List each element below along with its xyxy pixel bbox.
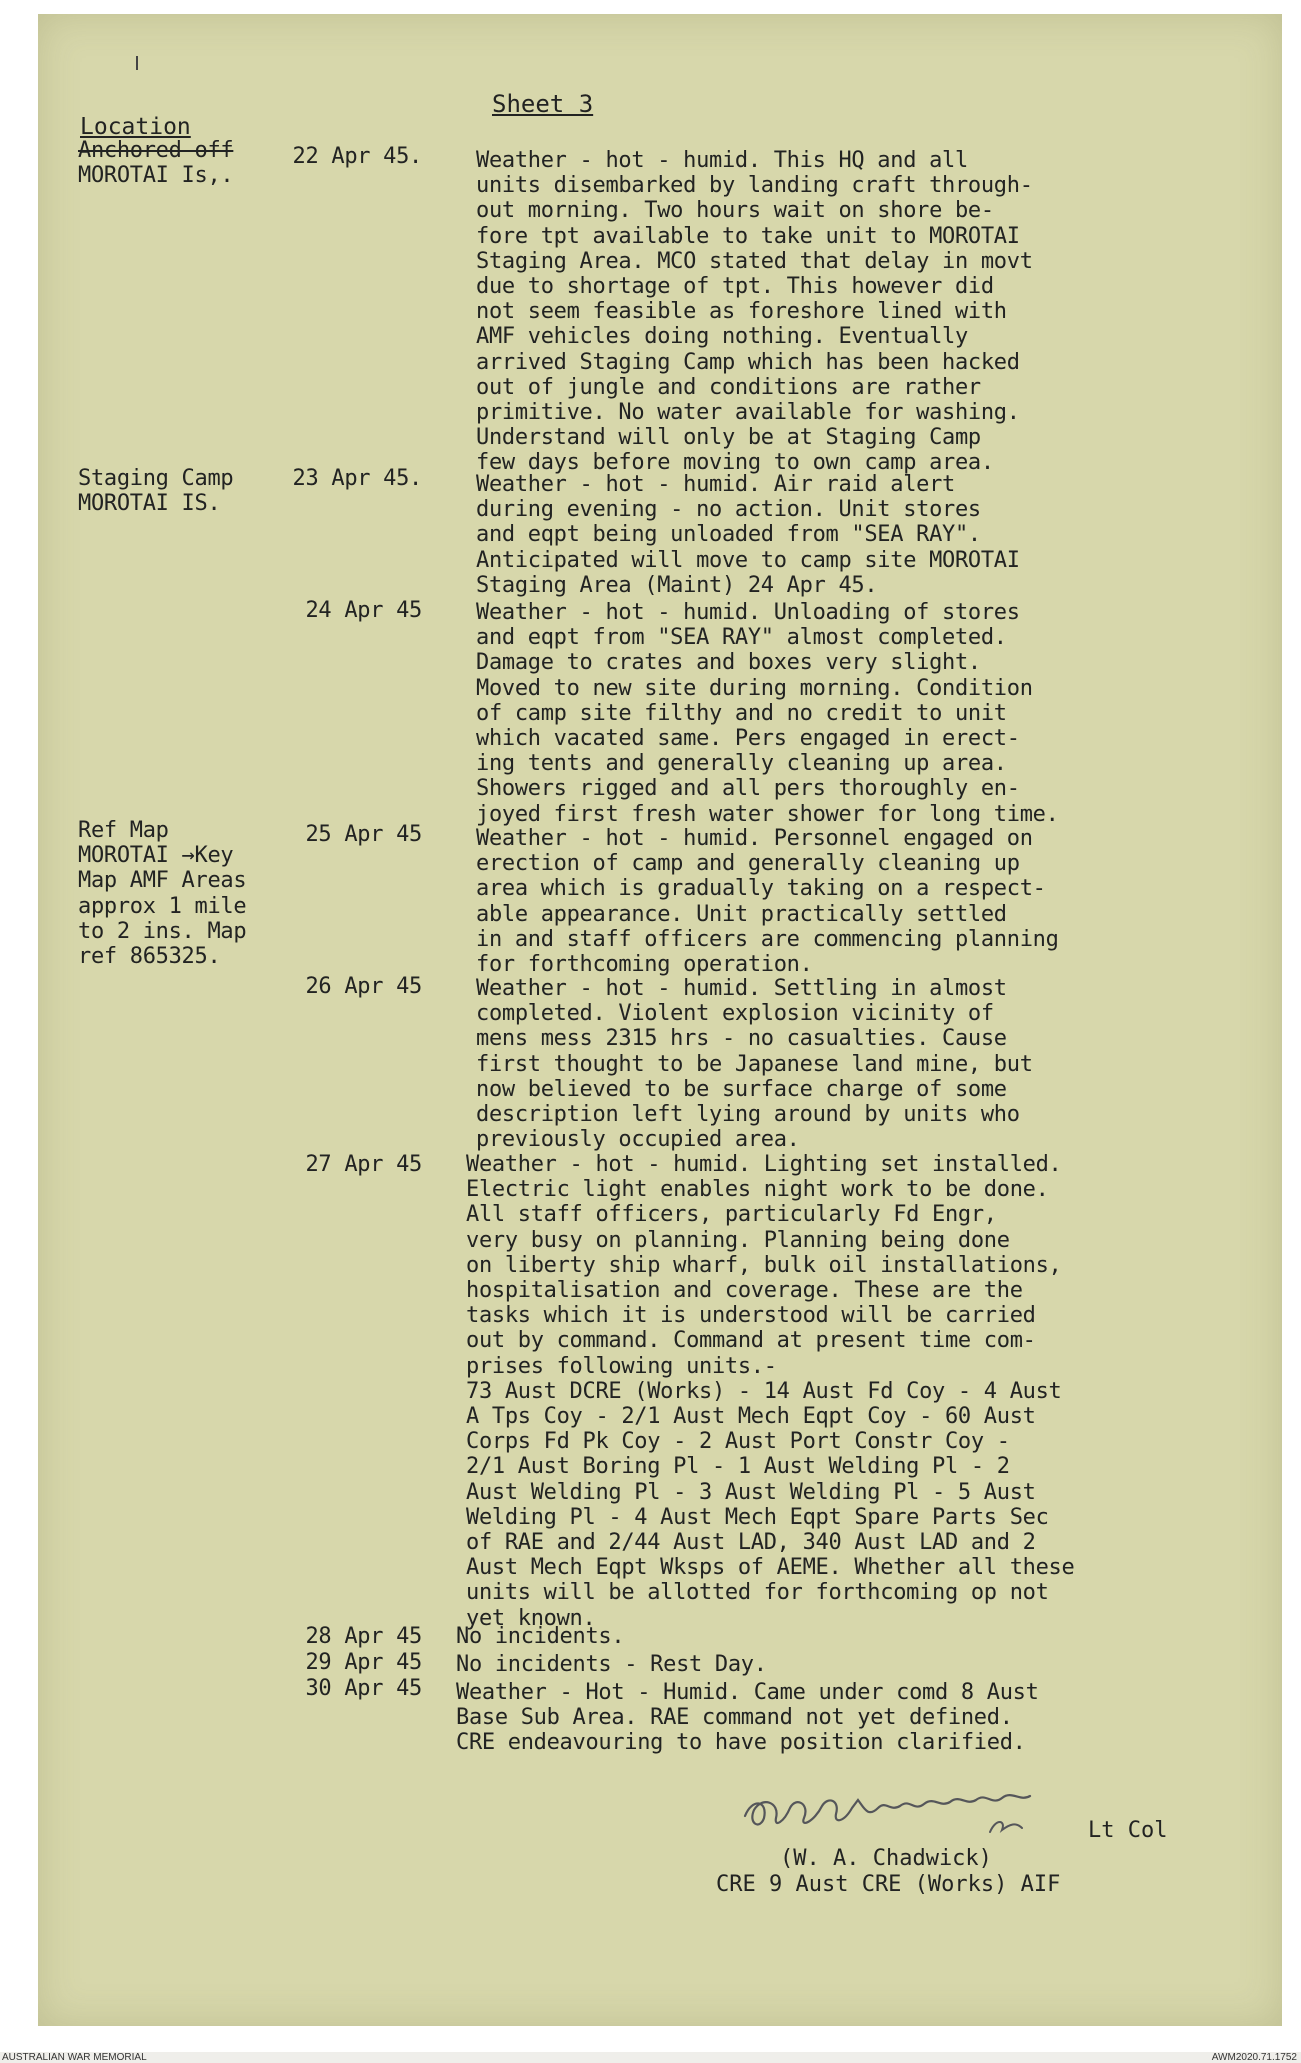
entry-text: Weather - hot - humid. Lighting set installed. Electric light enables night work to be done. All staff officers, particularly Fd Engr, very busy on planning. Planning being done on liberty ship wharf, bulk oil installations, hospitalisation and coverage. These are the tasks which it is understood will be carried out by command. Command at present time com- prises following units.- 73 Aust DCRE (Works) - 14 Aust Fd Coy - 4 Aust A Tps Coy - 2/1 Aust Mech Eqpt Coy - 60 Aust Corps Fd Pk Coy - 2 Aust Port Constr Coy - 2/1 Aust Boring Pl - 1 Aust Welding Pl - 2 Aust Welding Pl - 3 Aust Welding Pl - 5 Aust Welding Pl - 4 Aust Mech Eqpt Spare Parts Sec of RAE and 2/44 Aust LAD, 340 Aust LAD and 2 Aust Mech Eqpt Wksps of AEME. Whether all these units will be allotted for forthcoming op not yet known. [466,1152,1075,1631]
signature-rank: Lt Col [1088,1818,1168,1843]
entry-date: 25 Apr 45 [305,822,422,847]
struck-location-line: Anchored off [78,138,234,163]
entry-text: Weather - hot - humid. Personnel engaged on erection of camp and generally cleaning up area which is gradually taking on a respect- able appearance. Unit practically settled in and staff officers are commencing planning for forthcoming operation. [476,826,1059,978]
entry-date: 30 Apr 45 [305,1676,422,1701]
entry-text: No incidents - Rest Day. [456,1652,767,1677]
page-title: Sheet 3 [492,90,594,118]
entry-date: 22 Apr 45. [292,144,422,169]
signature-name: (W. A. Chadwick) [780,1846,992,1871]
entry-location: Anchored off MOROTAI Is,. [78,138,234,189]
entry-date: 29 Apr 45 [305,1650,422,1675]
entry-date: 27 Apr 45 [305,1152,422,1177]
entry-date: 28 Apr 45 [305,1624,422,1649]
entry-location: Ref Map MOROTAI →Key Map AMF Areas approx 1 mile to 2 ins. Map ref 865325. [78,818,247,970]
entry-text: No incidents. [456,1624,625,1649]
footer-archive-name: AUSTRALIAN WAR MEMORIAL [2,2052,147,2063]
signature-appointment: CRE 9 Aust CRE (Works) AIF [716,1872,1061,1897]
entry-location: Staging Camp MOROTAI IS. [78,466,234,517]
entry-text: Weather - hot - humid. This HQ and all units disembarked by landing craft through- out morning. Two hours wait on shore be- fore tpt available to take unit to MOROTAI Staging Area. MCO stated that delay in movt due to shortage of tpt. This however did not seem feasible as foreshore lined with AMF vehicles doing nothing. Eventually arrived Staging Camp which has been hacked out of jungle and conditions are rather primitive. No water available for washing. Understand will only be at Staging Camp few days before moving to own camp area. [476,148,1033,476]
entry-date: 24 Apr 45 [305,598,422,623]
entry-text: Weather - hot - humid. Air raid alert during evening - no action. Unit stores and eqpt being unloaded from "SEA RAY". Anticipated will move to camp site MOROTAI Staging Area (Maint) 24 Apr 45. [476,472,1020,598]
location-header: Location [80,114,191,140]
footer-accession-number: AWM2020.71.1752 [1211,2052,1297,2063]
pencil-mark [136,56,138,70]
entry-date: 26 Apr 45 [305,974,422,999]
entry-date: 23 Apr 45. [292,466,422,491]
entry-text: Weather - hot - humid. Settling in almost completed. Violent explosion vicinity of mens mess 2315 hrs - no casualties. Cause first thought to be Japanese land mine, but now believed to be surface charge of some description left lying around by units who previously occupied area. [476,976,1033,1153]
entry-text: Weather - hot - humid. Unloading of stores and eqpt from "SEA RAY" almost completed. Damage to crates and boxes very slight. Moved to new site during morning. Condition of camp site filthy and no credit to unit which vacated same. Pers engaged in erect- ing tents and generally cleaning up area. Showers rigged and all pers thoroughly en- joyed first fresh water shower for long time. [476,600,1059,827]
handwritten-signature [740,1778,1070,1838]
entry-text: Weather - Hot - Humid. Came under comd 8 Aust Base Sub Area. RAE command not yet defined. CRE endeavouring to have position clarified. [456,1680,1039,1756]
